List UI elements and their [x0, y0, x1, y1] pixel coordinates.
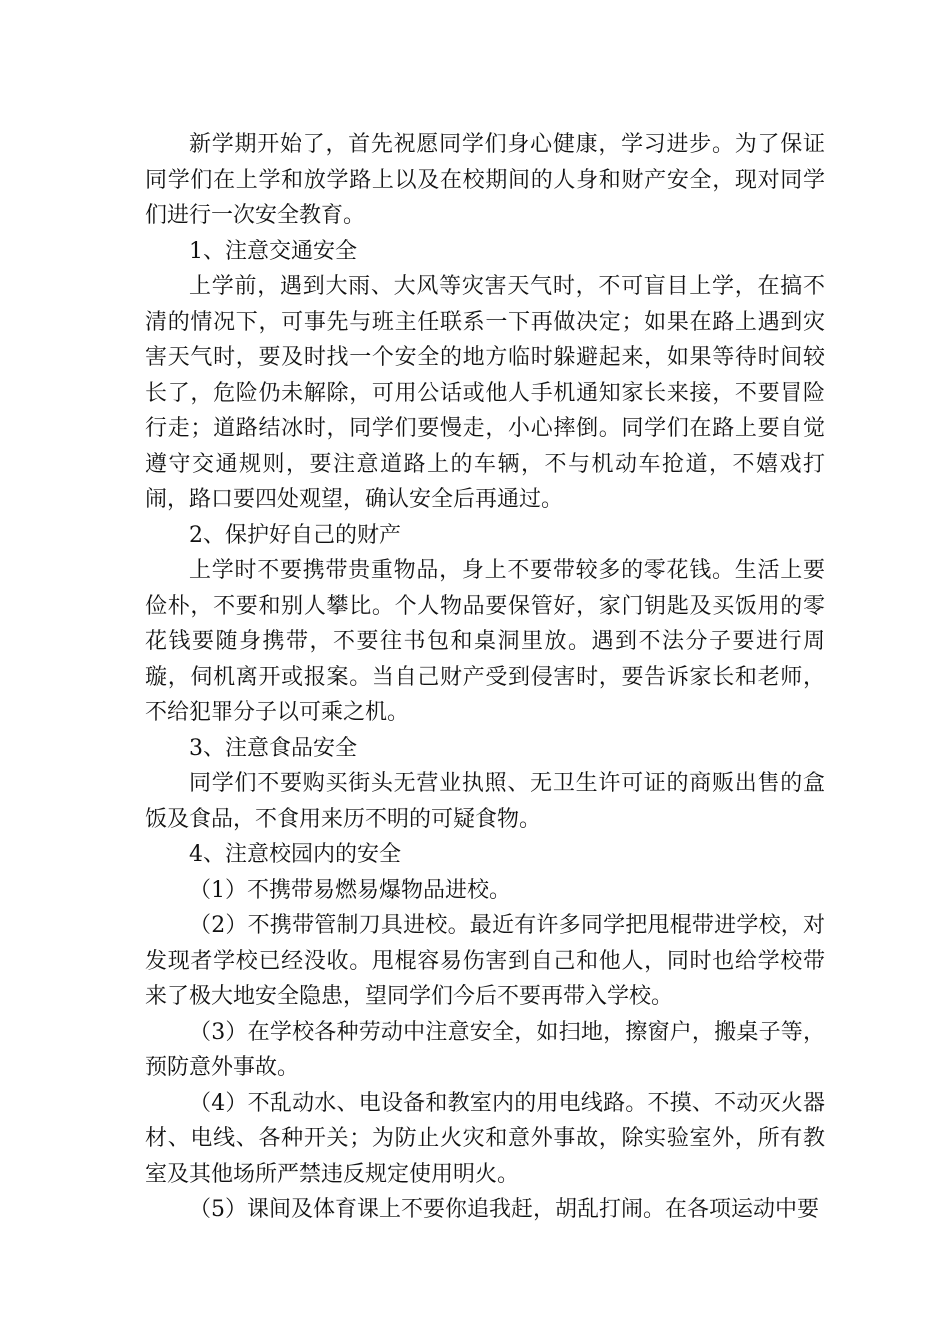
- campus-item-5: （5）课间及体育课上不要你追我赶，胡乱打闹。在各项运动中要: [189, 1197, 819, 1222]
- document-body: [145, 127, 825, 1228]
- section-heading-property: 2、保护好自己的财产: [189, 522, 401, 548]
- traffic-paragraph: 上学前，遇到大雨、大风等灾害天气时，不可盲目上学，在搞不清的情况下，可事先与班主任联系一下再做决定；如果在路上遇到灾害天气时，要及时找一个安全的地方临时躲避起来，如果等待时间较长了，危险仍未解除，可用公话或他人手机通知家长来接，不要冒险行走；道路结冰时，同学们要慢走，小心摔倒。同学们在路上要自觉遵守交通规则，要注意道路上的车辆，不与机动车抢道，不嬉戏打闹，路口要四处观望，确认安全后再通过。: [145, 274, 825, 512]
- intro-paragraph: 新学期开始了，首先祝愿同学们身心健康，学习进步。为了保证同学们在上学和放学路上以及在校期间的人身和财产安全，现对同学们进行一次安全教育。: [145, 132, 825, 228]
- campus-item-4: （4）不乱动水、电设备和教室内的用电线路。不摸、不动灭火器材、电线、各种开关；为防止火灾和意外事故，除实验室外，所有教室及其他场所严禁违反规定使用明火。: [145, 1090, 825, 1187]
- property-paragraph: 上学时不要携带贵重物品，身上不要带较多的零花钱。生活上要俭朴，不要和别人攀比。个人物品要保管好，家门钥匙及买饭用的零花钱要随身携带，不要往书包和桌洞里放。遇到不法分子要进行周璇，伺机离开或报案。当自己财产受到侵害时，要告诉家长和老师，不给犯罪分子以可乘之机。: [145, 558, 825, 725]
- section-heading-food: 3、注意食品安全: [189, 735, 357, 761]
- campus-item-2: （2）不携带管制刀具进校。最近有许多同学把甩棍带进学校，对发现者学校已经没收。甩棍容易伤害到自己和他人，同时也给学校带来了极大地安全隐患，望同学们今后不要再带入学校。: [145, 913, 825, 1009]
- section-heading-traffic: 1、注意交通安全: [189, 238, 357, 264]
- food-paragraph: 同学们不要购买街头无营业执照、无卫生许可证的商贩出售的盒饭及食品，不食用来历不明的可疑食物。: [145, 771, 825, 832]
- section-heading-campus: 4、注意校园内的安全: [189, 842, 401, 867]
- campus-item-3: （3）在学校各种劳动中注意安全，如扫地，擦窗户，搬桌子等，预防意外事故。: [145, 1019, 825, 1080]
- campus-item-1: （1）不携带易燃易爆物品进校。: [189, 877, 511, 903]
